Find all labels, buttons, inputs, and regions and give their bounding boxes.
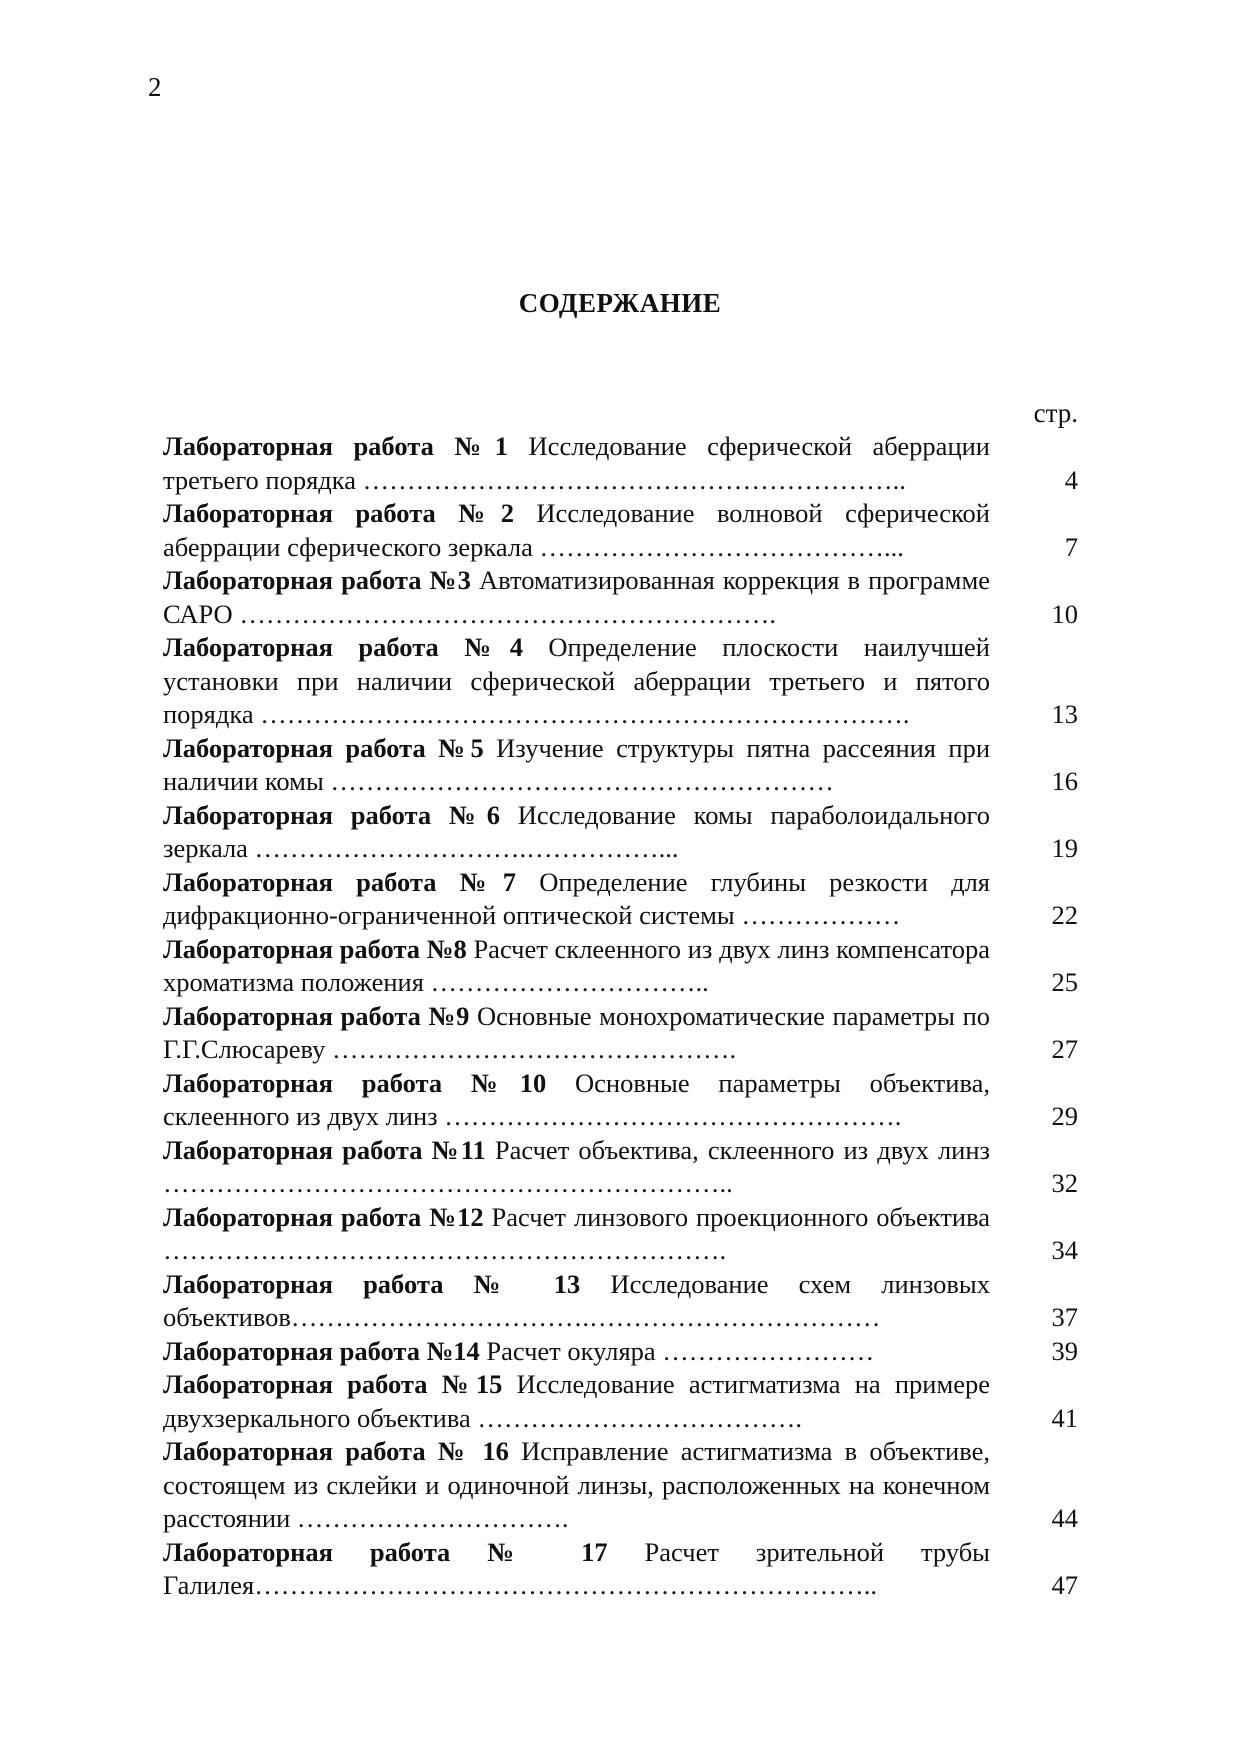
toc-entry-label: Лабораторная работа № 16: [163, 1436, 509, 1466]
toc-entry-title: Исследование комы параболоидального зеркала ………………………….……………...: [163, 799, 990, 863]
toc-entry-label: Лабораторная работа №12: [163, 1201, 484, 1232]
toc-entry-page: 7: [1064, 531, 1078, 562]
toc-entry: [163, 1000, 1090, 1067]
toc-entry-page: 4: [1064, 464, 1078, 495]
toc-entry-label: Лабораторная работа №7: [163, 866, 517, 897]
toc-entry-text: [163, 1134, 990, 1201]
toc-entry-page: 13: [1051, 699, 1078, 729]
toc-entry: [163, 933, 1090, 1000]
toc-entry-page: 41: [1051, 1402, 1078, 1433]
toc-entry-page: 47: [1051, 1570, 1078, 1600]
toc-entry: [163, 866, 1090, 933]
toc-entry-title: Исследование сферической аберрации третьего порядка ……………………………………………………..: [163, 431, 990, 495]
toc-entry-text: [163, 1201, 990, 1268]
toc-entry-title: Расчет линзового проекционного объектива ……………………………………………………….: [163, 1201, 990, 1265]
toc-entry-text: [163, 564, 990, 631]
toc-entry-title: Исследование схем линзовых объективов…………………………….……………………………: [163, 1268, 990, 1332]
toc-entry-page: 39: [1051, 1335, 1078, 1366]
toc-entry-text: [163, 933, 990, 1000]
toc-entry-label: Лабораторная работа №1: [163, 431, 509, 461]
toc-entry: [163, 799, 1090, 866]
page-column-header: стр.: [1033, 398, 1078, 428]
toc-entry: [163, 1067, 1090, 1134]
toc-entry: [163, 1335, 1090, 1369]
toc-entry-label: Лабораторная работа №4: [163, 632, 523, 662]
toc-entry-text: [163, 1067, 990, 1134]
toc-entry: [163, 497, 1090, 564]
toc-entry-page: 37: [1051, 1302, 1078, 1332]
toc-entry-label: Лабораторная работа № 17: [163, 1536, 608, 1567]
toc-entry-label: Лабораторная работа №3: [163, 565, 471, 595]
toc-entry-text: [163, 1000, 990, 1067]
toc-entry-title: Определение плоскости наилучшей установки при наличии сферической аберрации третьего и пятого порядка ……………….……………………………………………….: [163, 632, 990, 729]
toc-entry-text: [163, 1536, 990, 1603]
toc-entry-text: [163, 799, 990, 866]
toc-entry-text: [163, 1435, 990, 1536]
page-number: 2: [148, 72, 162, 102]
toc-entry-label: Лабораторная работа №8: [163, 933, 467, 964]
toc-entry-label: Лабораторная работа № 13: [163, 1268, 581, 1299]
toc-entry-text: [163, 430, 990, 497]
toc-entries: [163, 430, 1090, 1603]
toc-entry-title: Основные монохроматические параметры по Г.Г.Слюсареву ……………………………………….: [163, 1000, 990, 1064]
toc-entry-title: Исправление астигматизма в объективе, состоящем из склейки и одиночной линзы, расположенных на конечном расстоянии ………………………….: [163, 1436, 990, 1533]
toc-entry-title: Основные параметры объектива, склеенного из двух линз …………………………………………….: [163, 1067, 990, 1131]
toc-entry-label: Лабораторная работа №14: [163, 1335, 480, 1366]
toc-entry-page: 32: [1051, 1168, 1078, 1198]
toc-entry: [163, 1134, 1090, 1201]
toc-entry: [163, 1435, 1090, 1536]
toc-entry-title: Автоматизированная коррекция в программе САРО …………………………………………………….: [163, 565, 990, 629]
toc-entry-title: Расчет окуляра ……………………: [479, 1335, 875, 1366]
page-title: СОДЕРЖАНИЕ: [518, 288, 722, 318]
toc-entry: [163, 564, 1090, 631]
toc-entry-text: [163, 631, 990, 732]
toc-entry-text: [163, 1268, 990, 1335]
toc-entry: [163, 1368, 1090, 1435]
toc-entry: [163, 1201, 1090, 1268]
toc-entry: [163, 430, 1090, 497]
toc-entry-page: 29: [1051, 1101, 1078, 1131]
toc-entry-title: Исследование астигматизма на примере двухзеркального объектива ……………………………….: [163, 1369, 990, 1433]
toc-entry-label: Лабораторная работа №15: [163, 1369, 503, 1399]
table-of-contents: [163, 396, 1090, 1603]
toc-entry-page: 44: [1051, 1503, 1078, 1533]
toc-entry-label: Лабораторная работа №6: [163, 799, 500, 830]
toc-entry-text: [163, 1335, 990, 1369]
toc-entry-title: Изучение структуры пятна рассеяния при наличии комы …………………………………………………: [163, 732, 990, 796]
toc-entry-label: Лабораторная работа №5: [163, 732, 484, 763]
toc-entry-title: Расчет склеенного из двух линз компенсатора хроматизма положения …………………………..: [163, 933, 990, 997]
toc-entry-page: 10: [1051, 598, 1078, 629]
toc-entry-page: 16: [1051, 766, 1078, 796]
toc-entry-label: Лабораторная работа №10: [163, 1067, 547, 1098]
toc-entry: [163, 1268, 1090, 1335]
toc-entry-title: Определение глубины резкости для дифракционно-ограниченной оптической системы ………………: [163, 866, 990, 930]
toc-entry-title: Исследование волновой сферической аберрации сферического зеркала …………………………………...: [163, 498, 990, 562]
toc-entry-text: [163, 732, 990, 799]
toc-entry: [163, 631, 1090, 732]
toc-entry-page: 25: [1051, 967, 1078, 997]
toc-entry: [163, 732, 1090, 799]
toc-entry-text: [163, 866, 990, 933]
toc-entry-label: Лабораторная работа №2: [163, 498, 514, 528]
toc-entry: [163, 1536, 1090, 1603]
toc-entry-label: Лабораторная работа №9: [163, 1000, 470, 1031]
toc-entry-text: [163, 1368, 990, 1435]
toc-entry-page: 19: [1051, 833, 1078, 863]
toc-entry-page: 22: [1051, 900, 1078, 930]
toc-entry-page: 27: [1051, 1034, 1078, 1064]
toc-entry-title: Расчет объектива, склеенного из двух линз ………………………………………………………..: [163, 1134, 990, 1198]
toc-entry-page: 34: [1051, 1235, 1078, 1265]
toc-entry-label: Лабораторная работа №11: [163, 1134, 486, 1165]
toc-entry-text: [163, 497, 990, 564]
toc-entry-title: Расчет зрительной трубы Галилея……………………………………………………………..: [163, 1536, 990, 1600]
